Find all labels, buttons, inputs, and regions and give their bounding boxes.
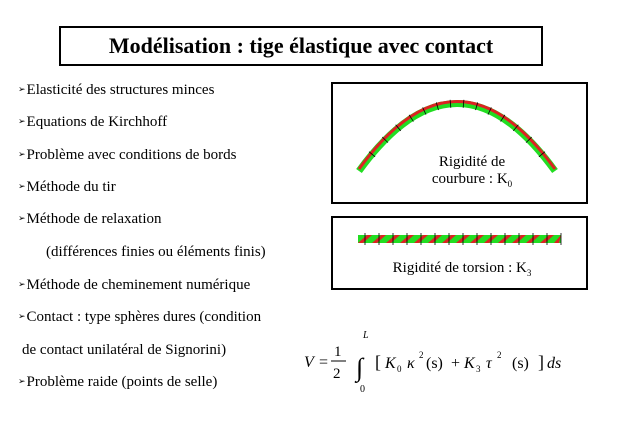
bullet-item: ➢Méthode de relaxation [18, 211, 162, 227]
integral-upper-bound: L [363, 330, 369, 341]
svg-text:[: [ [375, 352, 381, 372]
formula-equals: = [319, 354, 329, 371]
bullet-arrow-icon: ➢ [18, 311, 26, 321]
formula-denominator: 2 [333, 366, 341, 382]
formula-numerator: 1 [334, 344, 342, 360]
svg-text:0: 0 [397, 364, 402, 374]
bullet-item: ➢Méthode du tir [18, 179, 116, 195]
svg-text:3: 3 [476, 364, 481, 374]
k3-symbol: K [464, 355, 475, 372]
svg-text:]: ] [538, 352, 544, 372]
svg-text:+: + [451, 355, 461, 372]
bending-rod-panel [331, 82, 588, 204]
bullet-item: ➢Elasticité des structures minces [18, 82, 215, 98]
bullet-arrow-icon: ➢ [18, 181, 26, 191]
bullet-arrow-icon: ➢ [18, 149, 26, 159]
formula-lhs: V [304, 354, 314, 371]
bullet-continuation: de contact unilatéral de Signorini) [22, 342, 227, 358]
bullet-arrow-icon: ➢ [18, 116, 26, 126]
bullet-item: ➢Contact : type sphères dures (condition [18, 309, 262, 325]
title-box [59, 26, 543, 66]
tau-symbol: τ [486, 355, 492, 372]
torsion-rod-illustration [333, 228, 586, 258]
energy-formula [302, 326, 602, 396]
k0-symbol: K [385, 355, 396, 372]
svg-text:(s): (s) [512, 355, 529, 372]
bullet-arrow-icon: ➢ [18, 213, 26, 223]
torsion-stiffness-label: Rigidité de torsion : $K_3$ [392, 260, 532, 278]
bullet-item: ➢Méthode de cheminement numérique [18, 277, 251, 293]
integral-sign-icon: ∫ [356, 353, 364, 382]
ds-symbol: ds [547, 355, 562, 372]
svg-text:2: 2 [497, 350, 502, 360]
bullet-continuation: (différences finies ou éléments finis) [46, 244, 266, 260]
bullet-arrow-icon: ➢ [18, 376, 26, 386]
integral-lower-bound: 0 [360, 384, 365, 395]
svg-text:2: 2 [419, 350, 424, 360]
slide-title: Modélisation : tige élastique avec contact [108, 33, 494, 58]
torsion-rod-panel [331, 216, 588, 290]
bullet-arrow-icon: ➢ [18, 84, 26, 94]
bullet-arrow-icon: ➢ [18, 279, 26, 289]
bullet-item: ➢Problème avec conditions de bords [18, 147, 237, 163]
bullet-item: ➢Problème raide (points de selle) [18, 374, 218, 390]
bullet-item: ➢Equations de Kirchhoff [18, 114, 168, 130]
svg-text:(s): (s) [426, 355, 443, 372]
kappa-symbol: κ [407, 355, 415, 372]
bending-stiffness-label: Rigidité de courbure : $K_0$ [431, 154, 513, 189]
